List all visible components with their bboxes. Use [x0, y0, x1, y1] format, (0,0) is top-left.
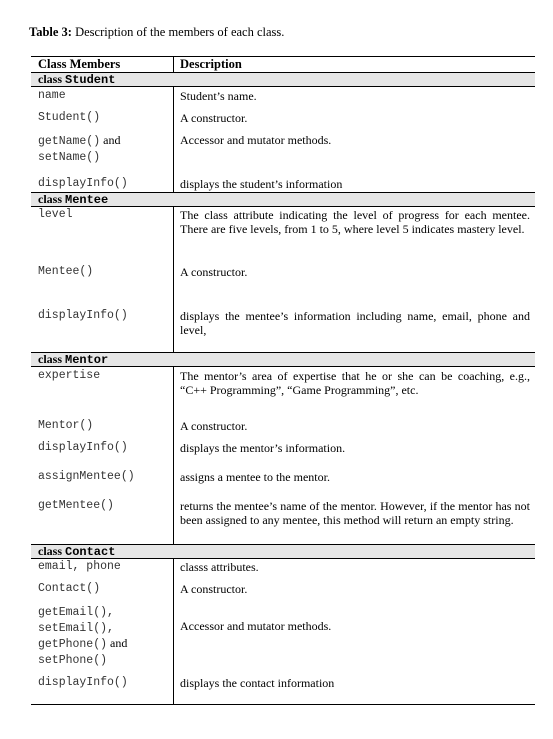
member-assignmentee: assignMentee()	[38, 470, 135, 483]
member-student-constructor: Student()	[38, 111, 101, 124]
desc-mentor-constructor: A constructor.	[180, 419, 248, 433]
desc-contact-accessors: Accessor and mutator methods.	[180, 619, 332, 633]
divider-mentor	[173, 366, 174, 545]
divider-header	[173, 56, 174, 73]
member-mentor-displayinfo: displayInfo()	[38, 441, 128, 454]
section-contact: class Contact	[38, 544, 116, 559]
section-mentee: class Mentee	[38, 192, 109, 207]
desc-expertise: The mentor’s area of expertise that he or she can be coaching, e.g., “C++ Programming”, “Game Programming”, etc.	[180, 369, 530, 397]
desc-mentee-constructor: A constructor.	[180, 265, 248, 279]
desc-email-phone: classs attributes.	[180, 560, 259, 574]
divider-contact	[173, 558, 174, 705]
member-mentee-displayinfo: displayInfo()	[38, 309, 128, 322]
desc-mentee-displayinfo: displays the mentee’s information including name, email, phone and level,	[180, 309, 530, 337]
desc-mentor-displayinfo: displays the mentor’s information.	[180, 441, 346, 455]
header-description: Description	[180, 57, 242, 71]
caption-text: Description of the members of each class.	[71, 25, 285, 39]
section-student: class Student	[38, 72, 116, 87]
caption-label: Table 3:	[29, 25, 72, 39]
member-mentee-constructor: Mentee()	[38, 265, 94, 278]
desc-level: The class attribute indicating the level of progress for each mentee. There are five levels, from 1 to 5, where level 5 indicates mastery level.	[180, 208, 530, 236]
member-name: name	[38, 89, 66, 102]
rule-bottom	[31, 704, 535, 705]
desc-getmentee: returns the mentee’s name of the mentor. However, if the mentor has not been assigned to any mentee, this method will return an empty string.	[180, 499, 530, 527]
section-mentor: class Mentor	[38, 352, 109, 367]
divider-mentee	[173, 206, 174, 353]
desc-contact-displayinfo: displays the contact information	[180, 676, 335, 690]
member-getname-setname: getName() and setName()	[38, 133, 121, 164]
desc-student-displayinfo: displays the student’s information	[180, 177, 343, 191]
member-contact-accessors: getEmail(), setEmail(), getPhone() and setPhone()	[38, 606, 128, 667]
member-expertise: expertise	[38, 369, 101, 382]
divider-student	[173, 86, 174, 193]
desc-assignmentee: assigns a mentee to the mentor.	[180, 470, 330, 484]
member-mentor-constructor: Mentor()	[38, 419, 94, 432]
desc-accessor-student: Accessor and mutator methods.	[180, 133, 332, 147]
member-getmentee: getMentee()	[38, 499, 114, 512]
member-contact-displayinfo: displayInfo()	[38, 676, 128, 689]
desc-name: Student’s name.	[180, 89, 257, 103]
desc-student-constructor: A constructor.	[180, 111, 248, 125]
member-level: level	[38, 208, 73, 221]
table-caption	[29, 25, 284, 40]
member-email-phone: email, phone	[38, 560, 121, 573]
header-class-members: Class Members	[38, 57, 121, 71]
member-student-displayinfo: displayInfo()	[38, 177, 128, 190]
member-contact-constructor: Contact()	[38, 582, 101, 595]
desc-contact-constructor: A constructor.	[180, 582, 248, 596]
